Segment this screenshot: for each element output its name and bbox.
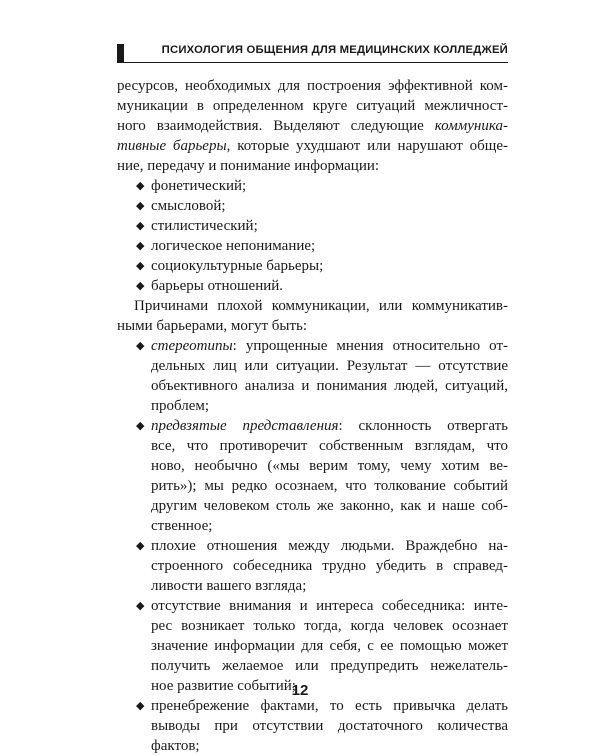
text-line: объективного анализа и понимания людей, ситуаций,: [151, 378, 508, 394]
text-span: ного взаимодействия. Выделяют следующие: [117, 118, 435, 134]
list-item: [117, 416, 508, 436]
text-line: [117, 116, 508, 136]
list-item-text: отсутствие внимания и интереса собеседника: инте-: [151, 598, 508, 614]
header-title: ПСИХОЛОГИЯ ОБЩЕНИЯ ДЛЯ МЕДИЦИНСКИХ КОЛЛЕДЖЕЙ: [161, 44, 508, 56]
bullet-icon: ◆: [136, 540, 145, 552]
list-item-text: пренебрежение фактами, то есть привычка делать: [151, 698, 508, 714]
text-line: получить желаемое или предупредить нежелатель-: [151, 658, 508, 674]
term-italic: стереотипы: [151, 338, 233, 354]
bullet-icon: ◆: [136, 700, 145, 712]
text-line: [117, 136, 508, 156]
text-line: другим человеком столь же законно, как и наше соб-: [151, 498, 508, 514]
text-span: : склонность отвергать: [338, 418, 508, 434]
header-marker: [117, 44, 124, 62]
text-line: строенного собеседника трудно убедить в справед-: [151, 558, 508, 574]
list-item-text: фонетический;: [151, 178, 247, 194]
term-italic: предвзятые представления: [151, 418, 339, 434]
text-span: : упрощенные мнения относительно от-: [232, 338, 508, 354]
text-line: проблем;: [151, 398, 210, 414]
text-line: рес возникает только тогда, когда человек осознает: [151, 618, 508, 634]
text-line: ново, необычно («мы верим тому, чему хотим ве-: [151, 458, 508, 474]
text-line: муникации в определенном круге ситуаций межличност-: [117, 98, 508, 114]
text-line: ственное;: [151, 518, 213, 534]
list-item: [117, 196, 508, 216]
text-line: ресурсов, необходимых для построения эффективной ком-: [117, 78, 508, 94]
list-item: [117, 536, 508, 556]
text-line: выводы при отсутствии достаточного количества: [151, 718, 508, 734]
bullet-icon: ◆: [136, 420, 145, 432]
list-item: [117, 276, 508, 296]
text-line: фактов;: [151, 738, 200, 754]
list-item: [117, 216, 508, 236]
term-italic: коммуника-: [434, 118, 508, 134]
list-item: [117, 336, 508, 356]
list-item-text: социокультурные барьеры;: [151, 258, 324, 274]
text-line: ние, передачу и понимание информации:: [117, 158, 380, 174]
bullet-icon: ◆: [136, 240, 145, 252]
list-item: [117, 596, 508, 616]
list-item-text: барьеры отношений.: [151, 278, 284, 294]
page-number: 12: [291, 682, 309, 699]
text-line: рить»); мы редко осознаем, что толкование событий: [151, 478, 508, 494]
bullet-icon: ◆: [136, 280, 145, 292]
list-item-text: смысловой;: [151, 198, 226, 214]
bullet-icon: ◆: [136, 180, 145, 192]
text-line: ными барьерами, могут быть:: [117, 318, 308, 334]
list-item: [117, 176, 508, 196]
list-item: [117, 256, 508, 276]
term-italic: тивные барьеры: [117, 138, 227, 154]
bullet-icon: ◆: [136, 260, 145, 272]
list-item: [117, 236, 508, 256]
list-item-text: стилистический;: [151, 218, 258, 234]
bullet-icon: ◆: [136, 340, 145, 352]
page-body: [117, 76, 508, 756]
text-line: ливости вашего взгляда;: [151, 578, 307, 594]
text-line: дельных лиц или ситуации. Результат — отсутствие: [151, 358, 508, 374]
list-item: [117, 696, 508, 716]
text-line: значение информации для себя, с ее помощью может: [151, 638, 508, 654]
bullet-icon: ◆: [136, 600, 145, 612]
list-item-text: логическое непонимание;: [151, 238, 316, 254]
text-line: ное развитие событий;: [151, 678, 296, 694]
bullet-icon: ◆: [136, 200, 145, 212]
list-item-text: плохие отношения между людьми. Враждебно на-: [151, 538, 508, 554]
text-span: , которые ухудшают или нарушают обще-: [226, 138, 508, 154]
text-line: все, что противоречит собственным взглядам, что: [151, 438, 508, 454]
running-header: [117, 40, 508, 63]
text-line: Причинами плохой коммуникации, или коммуникатив-: [134, 298, 508, 314]
bullet-icon: ◆: [136, 220, 145, 232]
